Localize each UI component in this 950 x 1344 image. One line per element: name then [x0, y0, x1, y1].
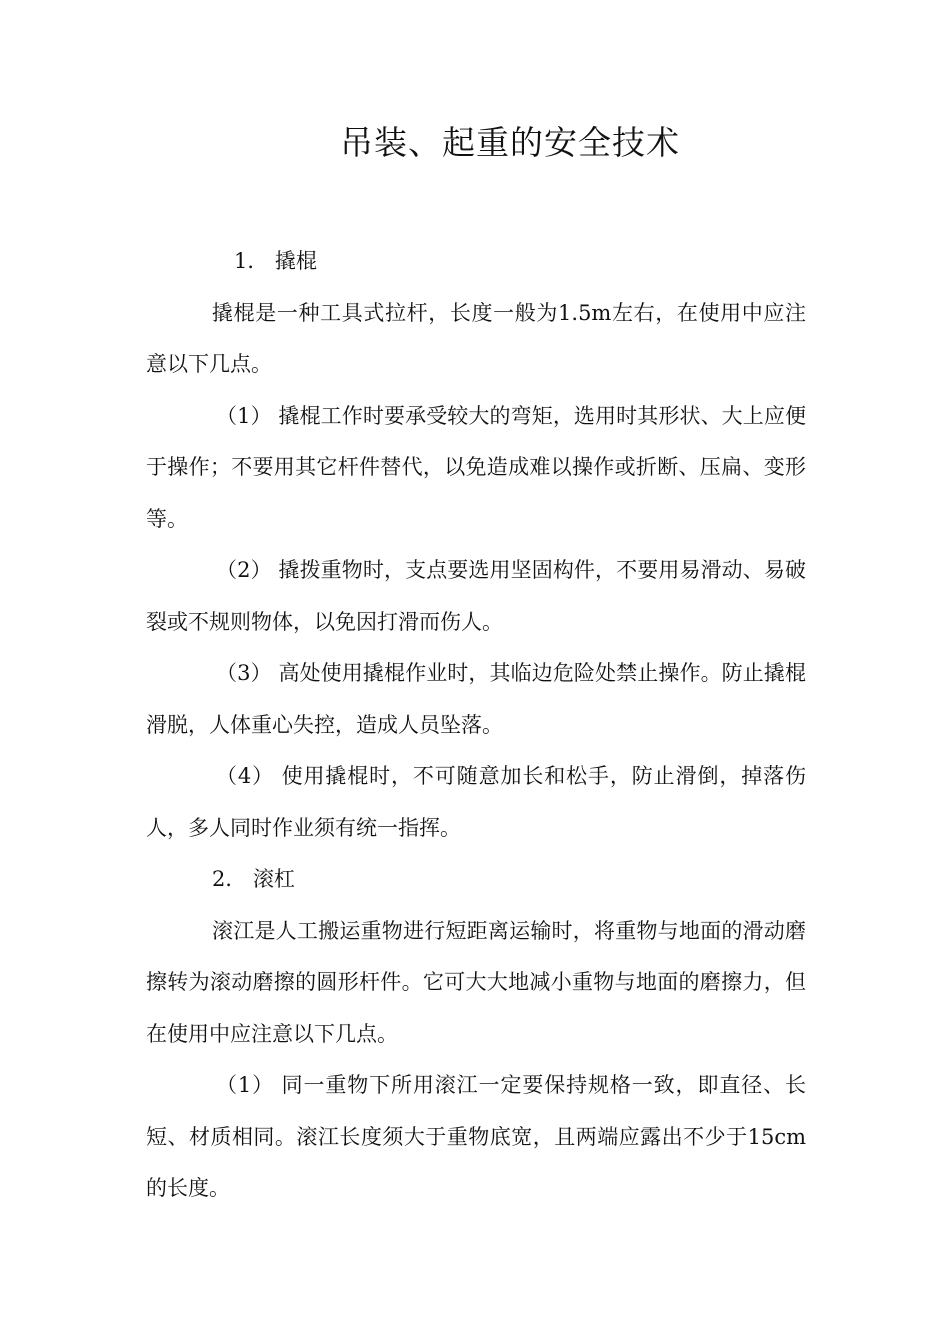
list-item: （3） 高处使用撬棍作业时，其临边危险处禁止操作。防止撬棍滑脱，人体重心失控，造成人员坠落。 [146, 661, 806, 737]
document-title: 吊装、起重的安全技术 [340, 123, 680, 162]
document-body [146, 236, 806, 1215]
list-item: （2） 撬拨重物时，支点要选用坚固构件，不要用易滑动、易破裂或不规则物体，以免因打滑而伤人。 [146, 558, 806, 634]
list-item: （4） 使用撬棍时，不可随意加长和松手，防止滑倒，掉落伤人，多人同时作业须有统一指挥。 [146, 764, 806, 840]
section-heading-2: 2． 滚杠 [212, 867, 296, 891]
body-paragraph: 撬棍是一种工具式拉杆，长度一般为1.5m左右，在使用中应注意以下几点。 [146, 300, 806, 376]
section-heading-1: 1． 撬棍 [234, 249, 318, 273]
body-paragraph: 滚江是人工搬运重物进行短距离运输时，将重物与地面的滑动磨擦转为滚动磨擦的圆形杆件。它可大大地减小重物与地面的磨擦力，但在使用中应注意以下几点。 [146, 918, 806, 1046]
list-item: （1） 撬棍工作时要承受较大的弯矩，选用时其形状、大上应便于操作；不要用其它杆件替代，以免造成难以操作或折断、压扁、变形等。 [146, 403, 806, 531]
list-item: （1） 同一重物下所用滚江一定要保持规格一致，即直径、长短、材质相同。滚江长度须大于重物底宽，且两端应露出不少于15cm的长度。 [146, 1073, 806, 1200]
